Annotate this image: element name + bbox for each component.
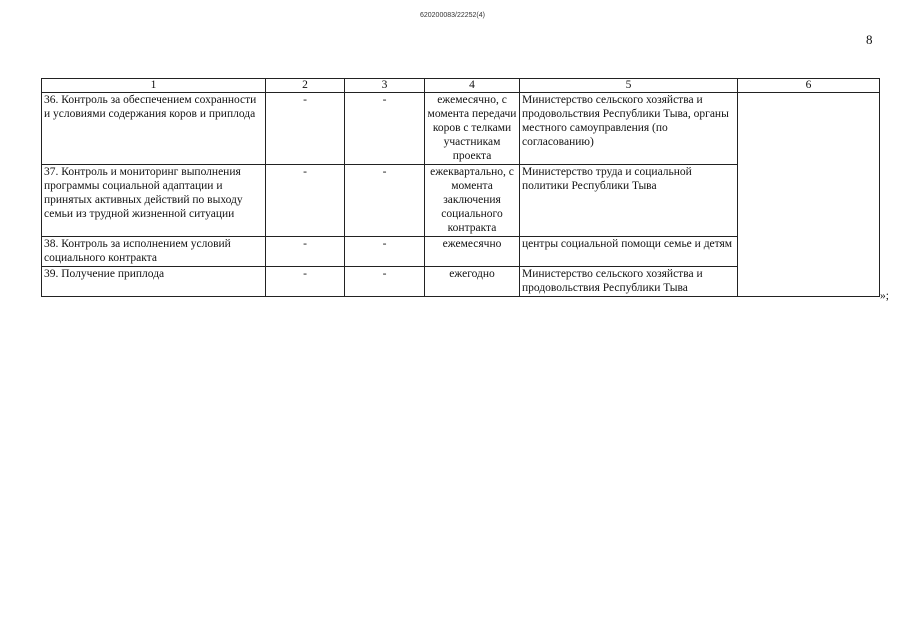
responsible-executors: центры социальной помощи семье и детям [520, 237, 738, 267]
column-header-5: 5 [520, 79, 738, 93]
document-id: 620200083/22252(4) [419, 12, 485, 19]
measure-period: ежегодно [425, 267, 520, 297]
table-row [42, 93, 880, 165]
measures-table [41, 78, 880, 297]
cell-col-3: - [345, 93, 425, 165]
measure-period: ежеквартально, с момента заключения социального контракта [425, 165, 520, 237]
measure-name: 38. Контроль за исполнением условий социального контракта [42, 237, 266, 267]
page-number: 8 [866, 32, 873, 47]
column-header-4: 4 [425, 79, 520, 93]
responsible-executors: Министерство труда и социальной политики Республики Тыва [520, 165, 738, 237]
column-header-1: 1 [42, 79, 266, 93]
measure-period: ежемесячно [425, 237, 520, 267]
cell-col-2: - [266, 165, 345, 237]
column-header-6: 6 [738, 79, 880, 93]
column-header-2: 2 [266, 79, 345, 93]
cell-col-2: - [266, 93, 345, 165]
measure-name: 39. Получение приплода [42, 267, 266, 297]
measure-name: 36. Контроль за обеспечением сохранности и условиями содержания коров и приплода [42, 93, 266, 165]
cell-col-3: - [345, 237, 425, 267]
cell-col-3: - [345, 165, 425, 237]
measure-period: ежемесячно, с момента передачи коров с телками участникам проекта [425, 93, 520, 165]
cell-col-2: - [266, 267, 345, 297]
cell-col-2: - [266, 237, 345, 267]
table-header-row [42, 79, 880, 93]
column-header-3: 3 [345, 79, 425, 93]
responsible-executors: Министерство сельского хозяйства и продовольствия Республики Тыва, органы местного самоуправления (по согласованию) [520, 93, 738, 165]
closing-quote-mark: »; [880, 290, 889, 302]
cell-col-6 [738, 93, 880, 297]
cell-col-3: - [345, 267, 425, 297]
measure-name: 37. Контроль и мониторинг выполнения программы социальной адаптации и принятых активных действий по выходу семьи из трудной жизненной ситуации [42, 165, 266, 237]
responsible-executors: Министерство сельского хозяйства и продовольствия Республики Тыва [520, 267, 738, 297]
